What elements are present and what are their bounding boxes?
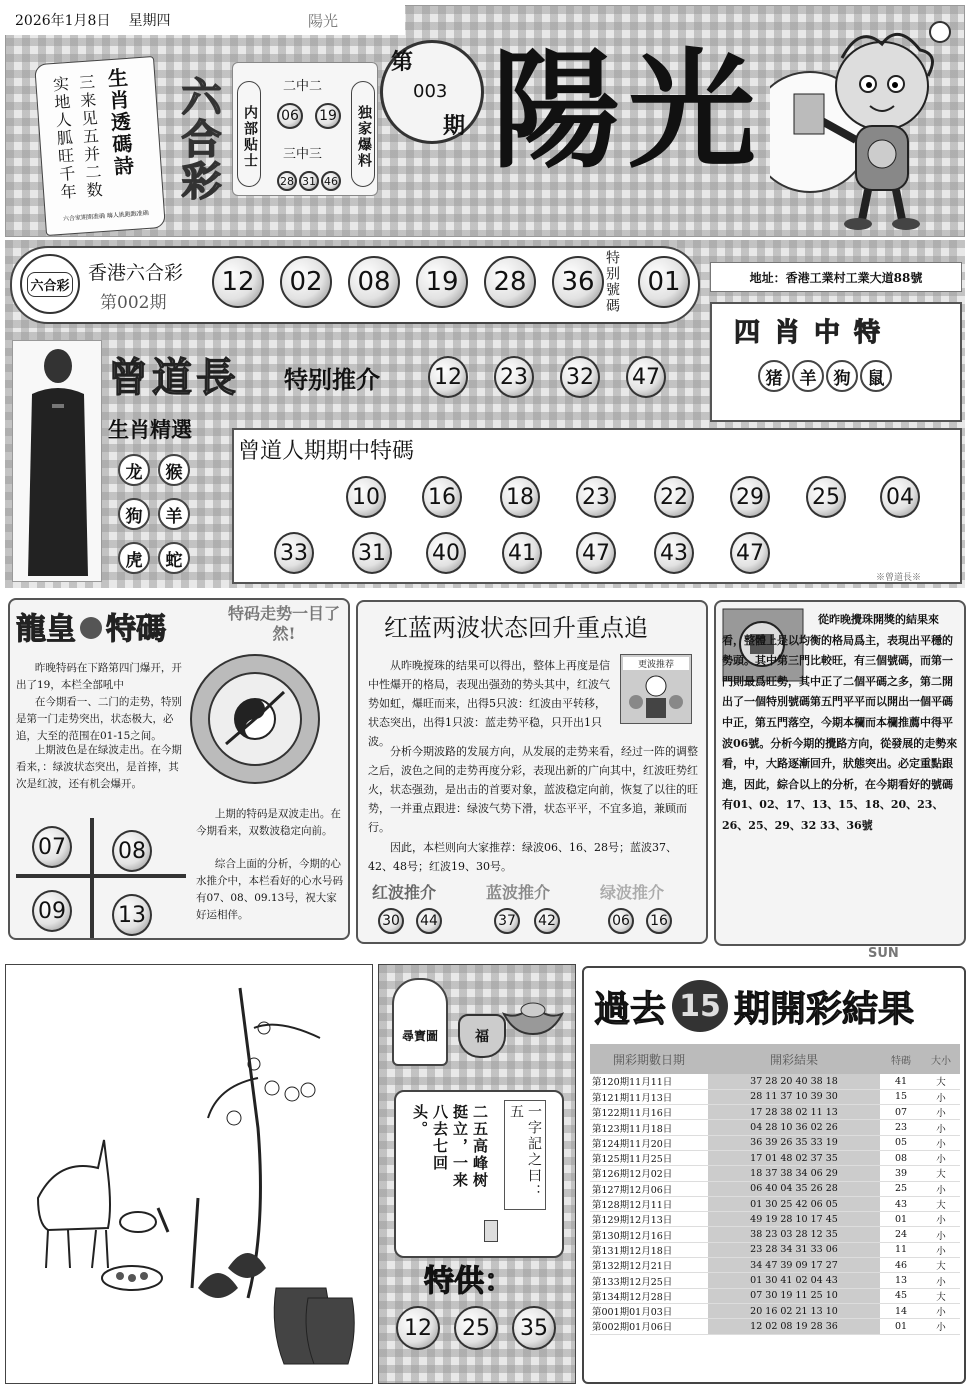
poem-footer: 六合家期期准确 嗨人挑跑跑准确 (62, 209, 150, 223)
inner-ball: 28 (277, 171, 297, 191)
dragon-title-a: 龍皇 (16, 612, 76, 647)
row-date: 第129期12月13日 (590, 1212, 708, 1227)
poem-scroll (34, 56, 166, 236)
row-numbers: 18 37 38 34 06 29 (708, 1166, 880, 1181)
row-special: 23 (880, 1120, 922, 1135)
table-row (590, 1196, 960, 1211)
row-date: 第127期12月06日 (590, 1181, 708, 1196)
row-size: 小 (922, 1089, 960, 1104)
inner-tips-box (232, 62, 378, 196)
row-numbers: 01 30 41 02 04 43 (708, 1273, 880, 1288)
brand-vertical: 六合彩 (175, 76, 222, 202)
row-special: 05 (880, 1135, 922, 1150)
draw-ball: 08 (348, 256, 400, 308)
inner-ball: 06 (277, 103, 303, 129)
wave-para-3: 因此，本栏则向大家推荐：绿波06、16、28号；蓝波37、42、48号；红波19、30号。 (368, 841, 677, 873)
row-size: 小 (922, 1120, 960, 1135)
row-date: 第002期01月06日 (590, 1319, 708, 1334)
row-numbers: 23 28 34 31 33 06 (708, 1242, 880, 1257)
table-row (590, 1273, 960, 1288)
row-special: 43 (880, 1196, 922, 1211)
special-recommend-label: 特别推介 (284, 365, 380, 394)
wave-image (620, 654, 692, 724)
treasure-label: 尋寶圖 (401, 1029, 438, 1043)
zodiac-select-item: 猴 (158, 454, 190, 486)
address: 地址：香港工業村工業大道88號 (710, 262, 962, 292)
row-special: 15 (880, 1089, 922, 1104)
draw-name: 香港六合彩 (88, 262, 184, 284)
poem-col-3: 生肖透碼詩 (103, 66, 136, 179)
row-date: 第128期12月11日 (590, 1196, 708, 1211)
issue-suffix: 期 (443, 113, 466, 139)
zeng-name: 曾道長 (108, 354, 240, 401)
row-special: 01 (880, 1212, 922, 1227)
draw-ball: 28 (484, 256, 536, 308)
table-row (590, 1288, 960, 1303)
row-date: 第130期12月16日 (590, 1227, 708, 1242)
history-ball: 31 (352, 532, 392, 574)
history-ball: 22 (654, 476, 694, 518)
row-size: 大 (922, 1166, 960, 1181)
row-numbers: 01 30 25 42 06 05 (708, 1196, 880, 1211)
dragon-para-5: 综合上面的分析，今期的心水推介中，本栏看好的心水号码有07、08、09.13号，祝大家好运相伴。 (196, 858, 343, 921)
row-numbers: 20 16 02 21 13 10 (708, 1303, 880, 1318)
special-ball: 01 (638, 256, 690, 308)
wave-para-1: 从昨晚搅珠的结果可以得出，整体上再度是信中性爆开的格局，表现出强劲的势头其中，红波气势如虹，爆旺而来，出得5只波：红波由平转移，状态突出，出得1只波：蓝走势平稳，只开出1只波。 (368, 659, 610, 748)
row-size: 小 (922, 1181, 960, 1196)
zodiac-select-item: 虎 (118, 542, 150, 574)
table-row (590, 1166, 960, 1181)
row-numbers: 37 28 20 40 38 18 (708, 1074, 880, 1089)
row-date: 第126期12月02日 (590, 1166, 708, 1181)
draw-logo (20, 254, 80, 314)
treasure-ball: 35 (512, 1306, 556, 1350)
dragon-para-3: 上期波色是在绿波走出。在今期看来，：绿波状态突出，是首捧，其次是红波，还有机会爆开。 (16, 744, 182, 790)
zodiac-select-item: 龙 (118, 454, 150, 486)
wave-title: 红蓝两波状态回升重点追 (384, 614, 648, 642)
row-size: 小 (922, 1105, 960, 1120)
draw-issue: 第002期 (100, 293, 167, 313)
dragon-para-4: 上期的特码是双波走出。在今期看来，双数波稳定向前。 (196, 808, 341, 837)
history-title: 曾道人期期中特碼 (238, 439, 415, 464)
treasure-poem: 二五高峰树挺立，一来八去七回头。 (411, 1104, 489, 1189)
special-recommend-ball: 32 (560, 356, 600, 398)
date-bar (5, 5, 405, 35)
table-row (590, 1105, 960, 1120)
green-wave-label: 绿波推介 (600, 883, 665, 902)
history-ball: 04 (880, 476, 920, 518)
zodiac-select-item: 羊 (158, 498, 190, 530)
past-title-a: 過去 (594, 988, 667, 1030)
treasure-clue: 一字記之曰：五 (504, 1100, 546, 1210)
tegong-label: 特供： (424, 1264, 514, 1299)
past-title-number: 15 (672, 980, 728, 1032)
history-ball: 16 (422, 476, 462, 518)
dragon-title (16, 604, 166, 648)
farm-drawing-icon (8, 968, 370, 1380)
row-size: 小 (922, 1212, 960, 1227)
cross-h (16, 874, 186, 878)
zodiac-select-title: 生肖精選 (108, 417, 192, 442)
history-ball: 40 (426, 532, 466, 574)
row-special: 11 (880, 1242, 922, 1257)
dragon-title-b: 特碼 (106, 612, 166, 647)
dragon-ball: 13 (112, 894, 152, 936)
blue-wave-ball: 37 (494, 908, 520, 934)
dragon-para-2: 在今期看一、二门的走势，特别是第一门走势突出，状态极大，必追，大至的范围在01-15之间。 (16, 696, 182, 742)
dragon-ball: 08 (112, 830, 152, 872)
right-text: 從昨晚攪珠開獎的結果來看，整體上是以均衡的格局爲主，表現出平穩的勢頭。其中第三門比較旺，有三個號碼，而第一門則最爲旺勢，其中正了二個平碼之多，第二開出了一個特別號碼第五門平平而以開出一個平碼中正，第五門落空，今期本欄而本欄推薦中得平波06號。分析今期的攪路方向，從發展的走勢來看，中，大路逐漸回升，狀態突出。必定重點跟進，因此，綜合以上的分析，在今期看好的號碼有01、02、17、13、15、18、20、23、26、25、29、32 33、36號 (722, 613, 958, 832)
row-date: 第132期12月21日 (590, 1258, 708, 1273)
history-ball: 41 (502, 532, 542, 574)
draw-logo-text: 六合彩 (27, 272, 72, 297)
special-recommend-ball: 47 (626, 356, 666, 398)
row-numbers: 28 11 37 10 39 30 (708, 1089, 880, 1104)
row-numbers: 07 30 19 11 25 10 (708, 1288, 880, 1303)
inner-left-label: 内部贴士 (237, 81, 261, 187)
row-special: 39 (880, 1166, 922, 1181)
row-date: 第121期11月13日 (590, 1089, 708, 1104)
row-special: 01 (880, 1319, 922, 1334)
row-size: 小 (922, 1135, 960, 1150)
treasure-label-box (392, 978, 448, 1066)
four-zodiac-item: 猪 (758, 360, 790, 392)
row-size: 小 (922, 1150, 960, 1165)
row-date: 第133期12月25日 (590, 1273, 708, 1288)
row-date: 第120期11月11日 (590, 1074, 708, 1089)
row-size: 大 (922, 1074, 960, 1089)
poem-col-1: 实地人胍旺千年 (50, 74, 78, 203)
row-size: 大 (922, 1196, 960, 1211)
special-recommend-ball: 23 (494, 356, 534, 398)
row-special: 46 (880, 1258, 922, 1273)
row-size: 小 (922, 1227, 960, 1242)
row-numbers: 17 01 48 02 37 35 (708, 1150, 880, 1165)
compass-icon (188, 652, 322, 786)
row-numbers: 06 40 04 35 26 28 (708, 1181, 880, 1196)
poem-col-2: 三来见五并二数 (75, 73, 104, 201)
table-row (590, 1258, 960, 1273)
weekday: 星期四 (128, 13, 171, 29)
table-row (590, 1227, 960, 1242)
blue-wave-ball: 42 (534, 908, 560, 934)
signature: ※曾道長※ (876, 573, 922, 583)
treasure-ball: 12 (396, 1306, 440, 1350)
zeng-portrait-icon (18, 344, 98, 580)
issue-number: 003 (413, 81, 448, 102)
row-special: 07 (880, 1105, 922, 1120)
row-date: 第134期12月28日 (590, 1288, 708, 1303)
row-special: 14 (880, 1303, 922, 1318)
inner-row2-label: 三中三 (283, 147, 323, 162)
history-ball: 23 (576, 476, 616, 518)
draw-ball: 36 (552, 256, 604, 308)
col-numbers: 開彩結果 (769, 1052, 818, 1067)
issue-circle (380, 40, 484, 144)
row-date: 第124期11月20日 (590, 1135, 708, 1150)
draw-ball: 19 (416, 256, 468, 308)
table-row (590, 1074, 960, 1089)
four-zodiac-title: 四肖中特 (734, 318, 895, 348)
date: 2026年1月8日 (15, 13, 111, 29)
history-ball: 18 (500, 476, 540, 518)
history-ball: 47 (576, 532, 616, 574)
mascot-icon (770, 14, 966, 236)
past-results-table (590, 1044, 960, 1335)
row-special: 24 (880, 1227, 922, 1242)
inner-ball: 31 (299, 171, 319, 191)
special-label: 特别號碼 (604, 250, 620, 314)
history-ball: 33 (274, 532, 314, 574)
red-wave-label: 红波推介 (372, 883, 437, 902)
past-table-header (590, 1044, 960, 1074)
special-recommend-ball: 12 (428, 356, 468, 398)
row-size: 大 (922, 1288, 960, 1303)
inner-ball: 46 (321, 171, 341, 191)
past-title-b: 期開彩結果 (734, 988, 915, 1030)
row-numbers: 36 39 26 35 33 19 (708, 1135, 880, 1150)
table-row (590, 1242, 960, 1257)
row-date: 第122期11月16日 (590, 1105, 708, 1120)
history-ball: 10 (346, 476, 386, 518)
table-row (590, 1319, 960, 1334)
history-ball: 47 (730, 532, 770, 574)
main-title: 陽光 (492, 36, 765, 186)
row-special: 41 (880, 1074, 922, 1089)
past-table-wrap (590, 1044, 960, 1364)
inner-ball: 19 (315, 103, 341, 129)
table-row (590, 1181, 960, 1196)
table-row (590, 1303, 960, 1318)
fu-char: 福 (475, 1029, 489, 1045)
row-date: 第125期11月25日 (590, 1150, 708, 1165)
dragon-slogan: 特码走势一目了然! (227, 604, 340, 643)
green-wave-ball: 16 (646, 908, 672, 934)
table-row (590, 1150, 960, 1165)
dragon-ball: 09 (32, 890, 72, 932)
sun-label: SUN (868, 946, 899, 961)
zodiac-select-item: 蛇 (158, 542, 190, 574)
row-special: 45 (880, 1288, 922, 1303)
table-row (590, 1120, 960, 1135)
treasure-stamp-icon (484, 1220, 498, 1242)
inner-row1-label: 二中二 (283, 79, 323, 94)
fu-bag-icon (458, 1014, 506, 1058)
row-numbers: 34 47 39 09 17 27 (708, 1258, 880, 1273)
row-numbers: 12 02 08 19 28 36 (708, 1319, 880, 1334)
dragon-emblem-icon (80, 617, 102, 639)
row-numbers: 38 23 03 28 12 35 (708, 1227, 880, 1242)
col-size: 大小 (931, 1055, 951, 1067)
red-wave-ball: 30 (378, 908, 404, 934)
row-special: 13 (880, 1273, 922, 1288)
col-date: 開彩期數日期 (612, 1052, 685, 1067)
cartoon-icon (626, 672, 686, 722)
four-zodiac-item: 鼠 (860, 360, 892, 392)
gold-ingot-icon (500, 984, 566, 1044)
history-ball: 25 (806, 476, 846, 518)
row-size: 小 (922, 1273, 960, 1288)
four-zodiac-item: 羊 (792, 360, 824, 392)
row-size: 小 (922, 1319, 960, 1334)
row-date: 第123期11月18日 (590, 1120, 708, 1135)
row-date: 第001期01月03日 (590, 1303, 708, 1318)
draw-ball: 02 (280, 256, 332, 308)
row-numbers: 17 28 38 02 11 13 (708, 1105, 880, 1120)
dragon-para-1: 昨晚特码在下路第四门爆开，开出了19，本栏全部吼中 (16, 662, 182, 691)
four-zodiac-item: 狗 (826, 360, 858, 392)
cross-v (90, 818, 94, 938)
mini-title: 陽光 (308, 12, 339, 30)
issue-prefix: 第 (391, 49, 414, 75)
dragon-ball: 07 (32, 826, 72, 868)
row-size: 小 (922, 1242, 960, 1257)
history-ball: 43 (654, 532, 694, 574)
row-date: 第131期12月18日 (590, 1242, 708, 1257)
treasure-ball: 25 (454, 1306, 498, 1350)
row-numbers: 04 28 10 36 02 26 (708, 1120, 880, 1135)
table-row (590, 1212, 960, 1227)
history-ball: 29 (730, 476, 770, 518)
row-numbers: 49 19 28 10 17 45 (708, 1212, 880, 1227)
draw-ball: 12 (212, 256, 264, 308)
table-row (590, 1135, 960, 1150)
row-size: 小 (922, 1303, 960, 1318)
green-wave-ball: 06 (608, 908, 634, 934)
zodiac-select-item: 狗 (118, 498, 150, 530)
wave-para-2: 分析今期波路的发展方向，从发展的走势来看，经过一阵的调整之后，波色之间的走势再度分彩，表现出新的广向其中，红波旺势红火，状态强劲，是出击的首要对象，蓝波稳定向前，恢复了以往的旺势，一并重点跟进：绿波气势下滑，状态平平，不宜多追，兼顾而行。 (368, 745, 698, 834)
col-special: 特碼 (891, 1055, 911, 1067)
row-special: 25 (880, 1181, 922, 1196)
table-row (590, 1089, 960, 1104)
blue-wave-label: 蓝波推介 (486, 883, 551, 902)
row-special: 08 (880, 1150, 922, 1165)
wave-image-label: 更波推荐 (623, 657, 689, 670)
row-size: 大 (922, 1258, 960, 1273)
inner-right-label: 独家爆料 (351, 81, 375, 187)
red-wave-ball: 44 (416, 908, 442, 934)
past-title (594, 980, 914, 1032)
